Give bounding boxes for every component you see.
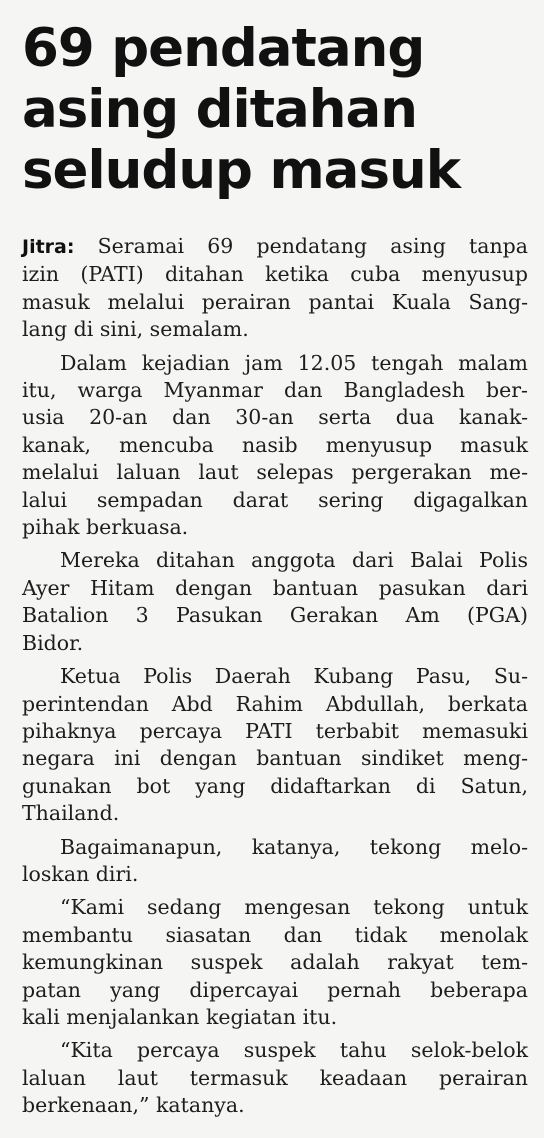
paragraph-line: laluan laut termasuk keadaan perairan: [22, 1065, 528, 1090]
paragraph-line: lalui sempadan darat sering digagalkan: [22, 487, 528, 512]
paragraph-line: pihak berkuasa.: [22, 515, 189, 540]
paragraph-1: [22, 233, 528, 344]
headline: [22, 18, 528, 201]
paragraph-5: [22, 834, 528, 889]
paragraph-line: Bidor.: [22, 630, 84, 655]
paragraph-line: Bagaimanapun, katanya, tekong melo-: [60, 834, 528, 859]
paragraph-line: Batalion 3 Pasukan Gerakan Am (PGA): [22, 603, 528, 628]
paragraph-line: kanak, mencuba nasib menyusup masuk: [22, 432, 528, 457]
paragraph-line: itu, warga Myanmar dan Bangladesh ber-: [22, 378, 528, 403]
paragraph-line: “Kita percaya suspek tahu selok-belok: [60, 1038, 528, 1063]
paragraph-line: [22, 233, 528, 261]
headline-line-1: 69 pendatang: [22, 18, 425, 79]
paragraph-6: [22, 894, 528, 1031]
paragraph-line: Ayer Hitam dengan bantuan pasukan dari: [22, 575, 528, 600]
headline-line-2: asing ditahan: [22, 79, 418, 140]
paragraph-line: Dalam kejadian jam 12.05 tengah malam: [60, 350, 528, 375]
dateline-lead: Seramai 69 pendatang asing tanpa: [74, 234, 528, 258]
paragraph-line: masuk melalui perairan pantai Kuala Sang-: [22, 289, 528, 314]
paragraph-line: kali menjalankan kegiatan itu.: [22, 1004, 338, 1029]
article-body: [22, 233, 528, 1120]
paragraph-line: perintendan Abd Rahim Abdullah, berkata: [22, 691, 528, 716]
paragraph-line: membantu siasatan dan tidak menolak: [22, 922, 528, 947]
paragraph-line: Mereka ditahan anggota dari Balai Polis: [60, 548, 528, 573]
paragraph-4: [22, 663, 528, 827]
paragraph-line: berkenaan,” katanya.: [22, 1093, 245, 1118]
paragraph-7: [22, 1037, 528, 1119]
paragraph-line: negara ini dengan bantuan sindiket meng-: [22, 746, 528, 771]
paragraph-line: pihaknya percaya PATI terbabit memasuki: [22, 718, 528, 743]
paragraph-line: loskan diri.: [22, 861, 139, 886]
paragraph-line: lang di sini, semalam.: [22, 317, 249, 342]
paragraph-line: izin (PATI) ditahan ketika cuba menyusup: [22, 262, 528, 287]
paragraph-line: “Kami sedang mengesan tekong untuk: [60, 895, 528, 920]
paragraph-line: kemungkinan suspek adalah rakyat tem-: [22, 950, 528, 975]
paragraph-line: patan yang dipercayai pernah beberapa: [22, 977, 528, 1002]
paragraph-line: melalui laluan laut selepas pergerakan me-: [22, 460, 528, 485]
dateline: Jitra:: [22, 236, 75, 258]
paragraph-line: gunakan bot yang didaftarkan di Satun,: [22, 773, 528, 798]
paragraph-line: Thailand.: [22, 801, 120, 826]
paragraph-line: Ketua Polis Daerah Kubang Pasu, Su-: [60, 664, 528, 689]
paragraph-2: [22, 350, 528, 542]
paragraph-3: [22, 547, 528, 657]
paragraph-line: usia 20-an dan 30-an serta dua kanak-: [22, 405, 528, 430]
headline-line-3: seludup masuk: [22, 140, 460, 201]
